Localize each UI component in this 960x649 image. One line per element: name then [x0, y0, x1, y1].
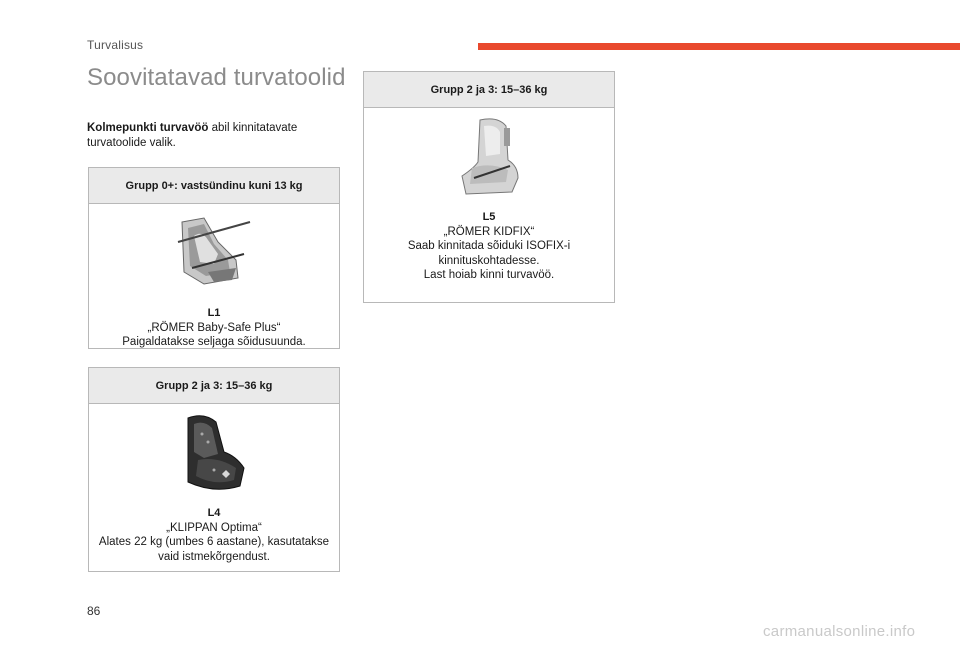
page-title: Soovitatavad turvatoolid [87, 64, 346, 91]
card-body [364, 116, 614, 283]
highback-booster-image [454, 116, 524, 198]
card-header: Grupp 2 ja 3: 15–36 kg [89, 368, 339, 404]
seat-code: L1 [207, 307, 221, 319]
seat-desc-line: vaid istmekõrgendust. [158, 550, 270, 563]
baby-seat-image [174, 212, 254, 292]
seat-card-l4 [88, 367, 340, 572]
seat-desc-line: Saab kinnitada sõiduki ISOFIX-i [407, 240, 571, 252]
seat-name: „RÖMER Baby-Safe Plus“ [147, 321, 281, 334]
card-body [89, 412, 339, 564]
seat-name: „KLIPPAN Optima“ [166, 521, 262, 534]
intro-bold: Kolmepunkti turvavöö [87, 122, 209, 134]
page-number: 86 [87, 604, 101, 618]
seat-card-l5 [363, 71, 615, 303]
seat-code: L4 [207, 507, 221, 519]
card-header: Grupp 2 ja 3: 15–36 kg [364, 72, 614, 108]
intro-rest: abil kinnitatavate turvatoolide valik. [87, 122, 298, 149]
watermark: carmanualsonline.info [763, 623, 916, 640]
seat-desc-line: kinnituskohtadesse. [438, 254, 540, 267]
accent-bar [478, 43, 960, 50]
card-header: Grupp 0+: vastsündinu kuni 13 kg [89, 168, 339, 204]
seat-card-l1 [88, 167, 340, 349]
seat-desc-line: Paigaldatakse seljaga sõidusuunda. [122, 336, 306, 348]
seat-desc-line: Last hoiab kinni turvavöö. [423, 269, 555, 281]
intro-text [87, 121, 337, 151]
seat-code: L5 [482, 211, 496, 223]
seat-name: „RÖMER KIDFIX“ [443, 225, 535, 238]
booster-seat-image [174, 412, 254, 494]
card-body [89, 212, 339, 350]
section-label: Turvalisus [87, 38, 144, 52]
seat-desc-line: Alates 22 kg (umbes 6 aastane), kasutatakse [98, 536, 330, 548]
